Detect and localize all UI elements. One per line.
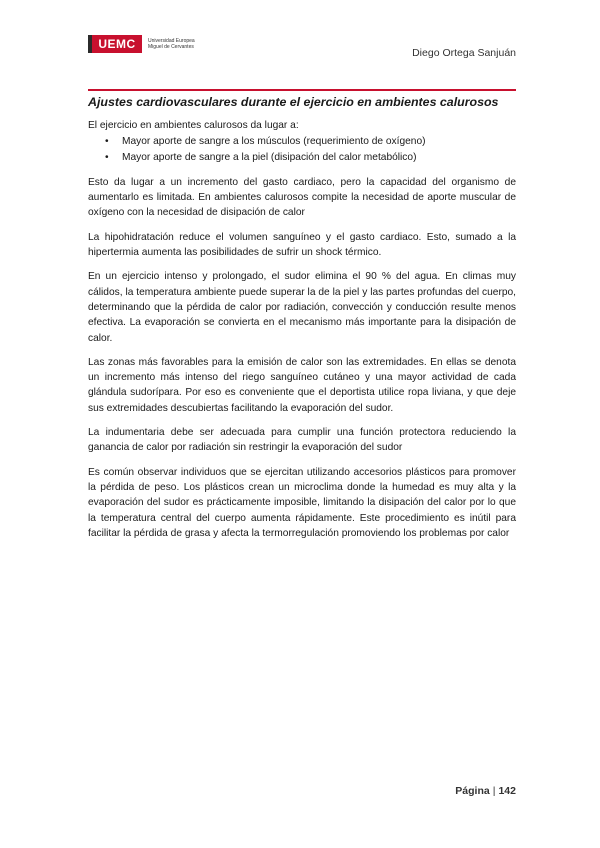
page-number: 142 [498,785,516,797]
paragraph: Las zonas más favorables para la emisión de calor son las extremidades. En ellas se denota un incremento más intenso del riego sanguíneo cutáneo y una mayor actividad de cada glándula sudorípara. Por eso es conveniente que el deportista utilice ropa liviana, y que deje sus extremidades descubiertas facilitando la evaporación del sudor. [88,356,516,414]
paragraph: La hipohidratación reduce el volumen sanguíneo y el gasto cardiaco. Esto, sumado a la hipertermia aumenta las posibilidades de sufrir un shock térmico. [88,231,516,259]
page-separator: | [492,785,496,797]
paragraph: Es común observar individuos que se ejercitan utilizando accesorios plásticos para promover la pérdida de peso. Los plásticos crean un microclima donde la humedad es muy alta y la evaporación del sudor es prácticamente imposible, limitando la disipación del calor por lo que la temperatura central del cuerpo aumenta rápidamente. Este procedimiento es inútil para facilitar la pérdida de grasa y afecta la termorregulación promoviendo los problemas por calor [88,466,516,539]
author-name: Diego Ortega Sanjuán [412,47,516,59]
section-title: Ajustes cardiovasculares durante el ejercicio en ambientes calurosos [88,95,499,109]
paragraph: Esto da lugar a un incremento del gasto cardiaco, pero la capacidad del organismo de aumentarlo es limitada. En ambientes calurosos compite la necesidad de aporte muscular de oxígeno con la necesidad de disipación de calor [88,176,516,219]
paragraph: La indumentaria debe ser adecuada para cumplir una función protectora reduciendo la ganancia de calor por radiación sin restringir la evaporación del sudor [88,427,516,454]
bullet-list [88,134,516,165]
university-logo [88,35,208,53]
document-body [88,118,516,550]
header-divider [88,89,516,91]
list-item: • Mayor aporte de sangre a los músculos (requerimiento de oxígeno) [122,134,516,149]
intro-text: El ejercicio en ambientes calurosos da lugar a: [88,120,299,131]
page-footer [455,785,516,797]
logo-mark: UEMC [88,35,142,53]
page-header [88,33,516,63]
logo-subtitle: Universidad Europea Miguel de Cervantes [148,38,195,50]
page-label: Página [455,785,490,797]
paragraph: En un ejercicio intenso y prolongado, el sudor elimina el 90 % del agua. En climas muy cálidos, la temperatura ambiente puede superar la de la piel y las partes profundas del cuerpo, determinando que la pérdida de calor por radiación, convección y conducción resulte menos efectiva. La evaporación se convierta en el mecanismo más importante para la disipación de calor. [88,271,516,344]
list-item: • Mayor aporte de sangre a la piel (disipación del calor metabólico) [122,150,516,165]
